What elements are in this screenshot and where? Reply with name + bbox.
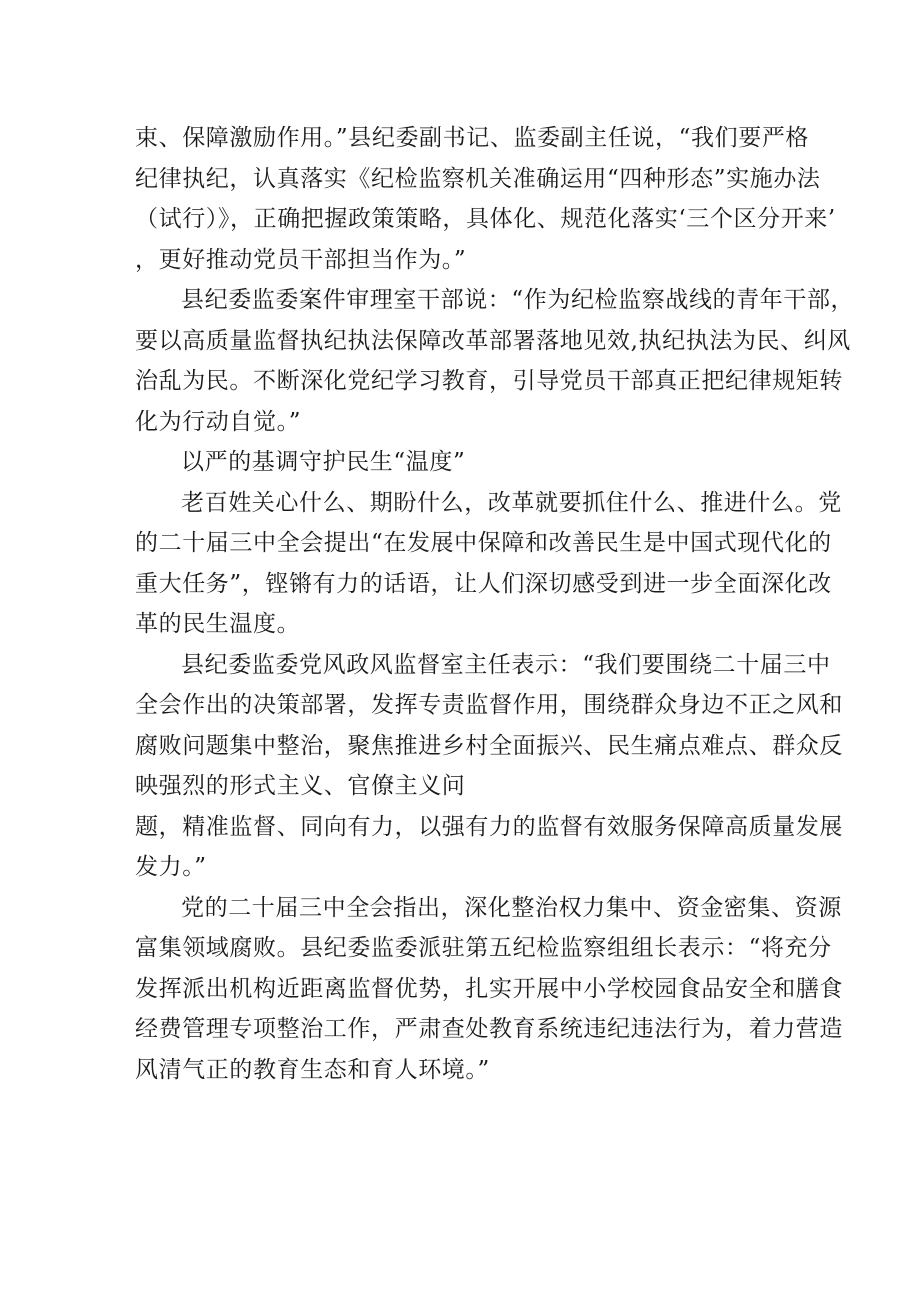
document-body xyxy=(135,118,855,1090)
text-line: 重大任务”，铿锵有力的话语，让人们深切感受到进一步全面深化改 xyxy=(135,570,832,597)
text-line: 化为行动自觉。” xyxy=(135,408,302,435)
text-line: 县纪委监委案件审理室干部说：“作为纪检监察战线的青年干部， xyxy=(181,287,855,313)
text-line: 的二十届三中全会提出“在发展中保障和改善民生是中国式现代化的 xyxy=(135,530,832,556)
text-line: 题，精准监督、同向有力，以强有力的监督有效服务保障高质量发展 xyxy=(135,813,843,840)
text-line: ，更好推动党员干部担当作为。” xyxy=(135,246,467,273)
text-line: 党的二十届三中全会指出，深化整治权力集中、资金密集、资源 xyxy=(181,894,842,921)
text-line: 发挥派出机构近距离监督优势，扎实开展中小学校园食品安全和膳食 xyxy=(135,975,843,1002)
text-line: 风清气正的教育生态和育人环境。” xyxy=(135,1056,490,1083)
text-line: 老百姓关心什么、期盼什么，改革就要抓住什么、推进什么。党 xyxy=(181,489,842,516)
text-line: 腐败问题集中整治，聚焦推进乡村全面振兴、民生痛点难点、群众反 xyxy=(135,732,843,759)
text-line: 经费管理专项整治工作，严肃查处教育系统违纪违法行为，着力营造 xyxy=(135,1016,843,1042)
text-line: 以严的基调守护民生“温度” xyxy=(181,449,466,475)
text-line: 纪律执纪，认真落实《纪检监察机关准确运用“四种形态”实施办法 xyxy=(135,165,821,192)
text-line: 要以高质量监督执纪执法保障改革部署落地见效,执纪执法为民、纠风 xyxy=(135,327,851,354)
text-line: 束、保障激励作用。”县纪委副书记、监委副主任说，“我们要严格 xyxy=(135,125,810,151)
text-line: 映强烈的形式主义、官僚主义问 xyxy=(135,773,466,799)
text-line: 全会作出的决策部署，发挥专责监督作用，围绕群众身边不正之风和 xyxy=(135,692,843,718)
text-line: 革的民生温度。 xyxy=(135,611,301,637)
text-line: 发力。” xyxy=(135,854,207,880)
text-line: 县纪委监委党风政风监督室主任表示：“我们要围绕二十届三中 xyxy=(181,651,831,678)
text-line: 治乱为民。不断深化党纪学习教育，引导党员干部真正把纪律规矩转 xyxy=(135,368,843,394)
text-line: （试行）》，正确把握政策策略，具体化、规范化落实‘三个区分开来’ xyxy=(135,206,836,232)
text-line: 富集领域腐败。县纪委监委派驻第五纪检监察组组长表示：“将充分 xyxy=(135,935,832,961)
